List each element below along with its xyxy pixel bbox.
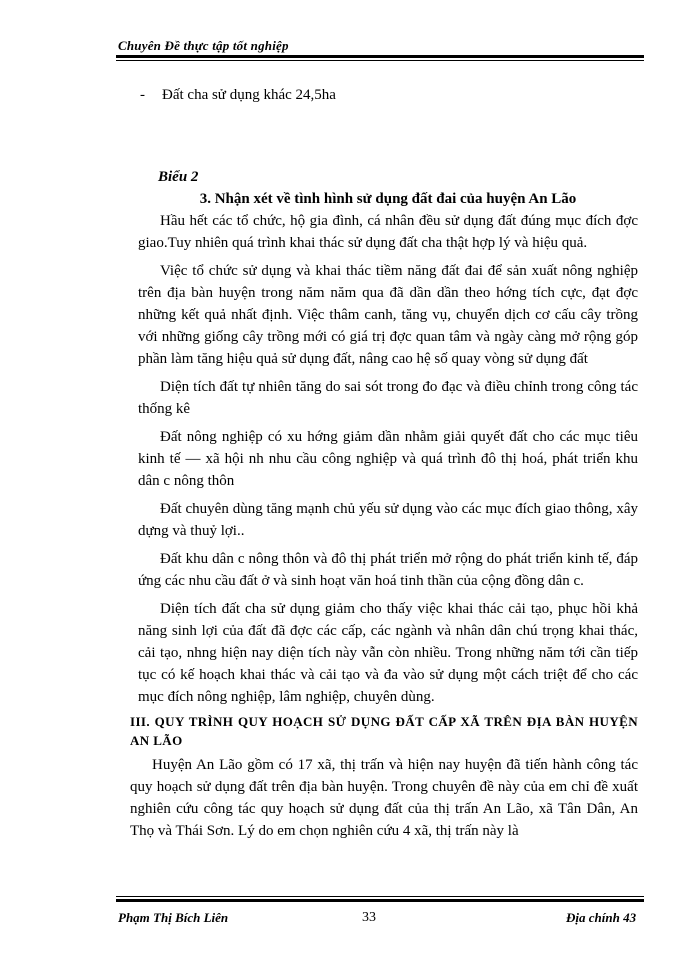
footer-rule-thick — [116, 899, 644, 902]
paragraph-7: Diện tích đất cha sử dụng giảm cho thấy việc khai thác cải tạo, phục hồi khả năng sinh lợi của đất đã đợc các cấp, các ngành và nhân dân chú trọng khai thác, cải tạo, nhng hiện nay diện tích này vẫn còn nhiều. Trong những năm tới cần tiếp tục có kế hoạch khai thác và cải tạo và đa vào sử dụng một cách triệt để cho các mục đích nông nghiệp, lâm nghiệp, chuyên dùng. — [138, 601, 638, 705]
paragraph-8: Huyện An Lão gồm có 17 xã, thị trấn và hiện nay huyện đã tiến hành công tác quy hoạch sử dụng đất trên địa bàn huyện. Trong chuyên đề này của em chỉ đề xuất nghiên cứu công tác quy hoạch sử dụng đất của thị trấn An Lão, xã Tân Dân, An Thọ và Thái Sơn. Lý do em chọn nghiên cứu 4 xã, thị trấn này là — [130, 757, 638, 839]
bullet-text: Đất cha sử dụng khác 24,5ha — [162, 87, 336, 103]
footer-author: Phạm Thị Bích Liên — [118, 910, 229, 925]
header-rule-thick — [116, 55, 644, 58]
bullet-item — [138, 84, 638, 106]
page-body — [130, 80, 638, 842]
page-number: 33 — [362, 910, 376, 925]
header-rule-thin — [116, 60, 644, 61]
paragraph-2: Việc tổ chức sử dụng và khai thác tiềm năng đất đai để sản xuất nông nghiệp trên địa bàn huyện trong năm năm qua đã dần dần theo hớng tích cực, đạt đợc những kết quả nhất định. Việc thâm canh, tăng vụ, chuyển dịch cơ cấu cây trồng với những giống cây trồng mới có giá trị đợc quan tâm và ngày càng mở rộng góp phần làm tăng hiệu quả sử dụng đất, nâng cao hệ số quay vòng sử dụng đất — [138, 263, 638, 367]
footer-rule-thin — [116, 896, 644, 897]
paragraph-6: Đất khu dân c nông thôn và đô thị phát triển mở rộng do phát triển kinh tế, đáp ứng các nhu cầu đất ở và sinh hoạt văn hoá tinh thần của cộng đồng dân c. — [138, 551, 638, 589]
paragraph-3: Diện tích đất tự nhiên tăng do sai sót trong đo đạc và điều chỉnh trong công tác thống kê — [138, 379, 638, 417]
paragraph-4: Đất nông nghiệp có xu hớng giảm dần nhằm giải quyết đất cho các mục tiêu kinh tế — xã hội nh nhu cầu công nghiệp và quá trình đô thị hoá, phát triển khu dân c nông thôn — [138, 429, 638, 489]
footer-class-label: Địa chính 43 — [566, 910, 637, 925]
paragraph-5: Đất chuyên dùng tăng mạnh chủ yếu sử dụng vào các mục đích giao thông, xây dựng và thuỷ lợi.. — [138, 501, 638, 539]
subheading: 3. Nhận xét về tình hình sử dụng đất đai của huyện An Lão — [199, 191, 577, 207]
header-title: Chuyên Đề thực tập tốt nghiệp — [118, 38, 289, 53]
bullet-marker: - — [140, 87, 145, 103]
paragraph-1: Hầu hết các tổ chức, hộ gia đình, cá nhân đều sử dụng đất đúng mục đích đợc giao.Tuy nhiên quá trình khai thác sử dụng đất cha thật hợp lý và hiệu quả. — [138, 213, 638, 251]
figure-label: Biểu 2 — [158, 169, 199, 185]
section-heading: III. QUY TRÌNH QUY HOẠCH SỬ DỤNG ĐẤT CẤP XÃ TRÊN ĐỊA BÀN HUYỆN AN LÃO — [130, 714, 638, 748]
